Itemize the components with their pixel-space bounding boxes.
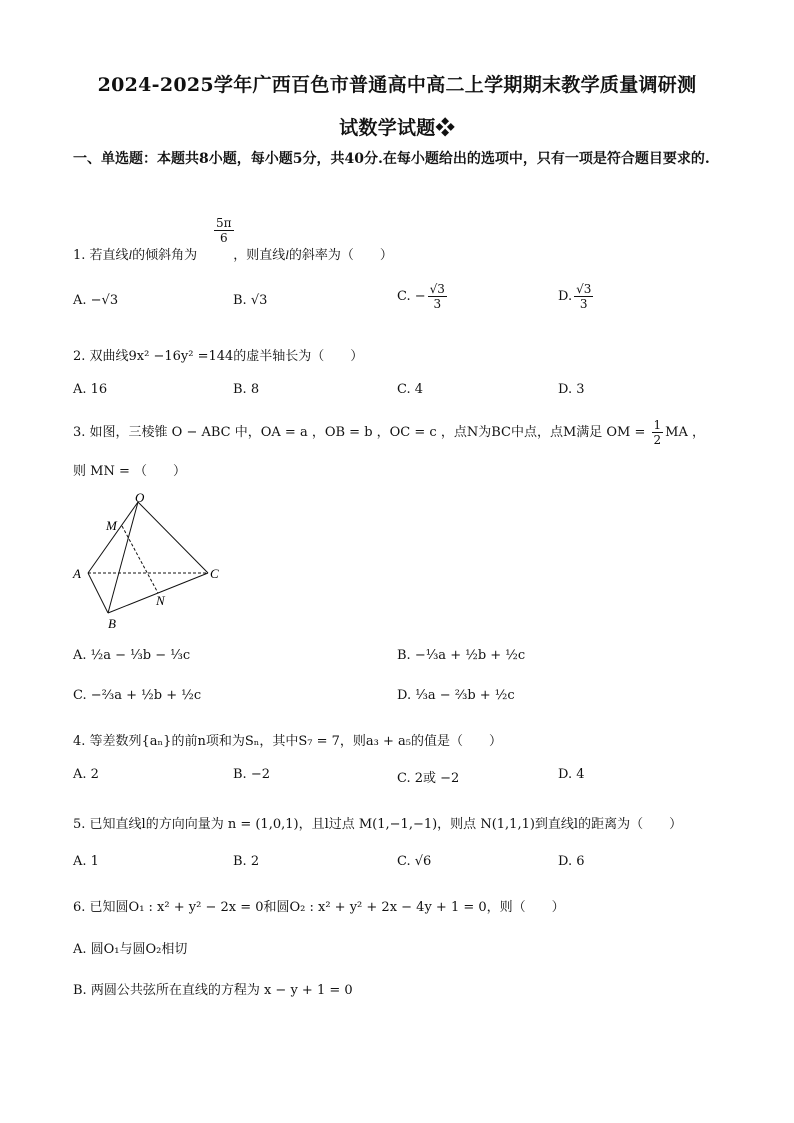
q4-option-a[interactable]: A. 2	[73, 767, 99, 782]
q1-option-d-num: √3	[576, 282, 592, 296]
q1-post1: ，则直线	[233, 248, 286, 263]
q1-option-c[interactable]	[397, 282, 449, 311]
q1-var-l: l	[128, 247, 133, 262]
exam-title-line1: 2024-2025学年广西百色市普通高中高二上学期期末教学质量调研测	[97, 74, 697, 96]
q3-line1-end: MA ，	[665, 425, 705, 440]
question-1	[73, 244, 393, 263]
label-A: A	[73, 566, 81, 581]
section-single-choice-heading: 一、单选题：本题共8小题，每小题5分，共40分.在每小题给出的选项中，只有一项是符合题目要求的.	[73, 151, 710, 167]
q3-option-a[interactable]: A. ½a − ⅓b − ⅓c	[73, 648, 191, 663]
tetrahedron-figure	[70, 490, 230, 630]
q1-option-d[interactable]	[558, 282, 595, 311]
q1-option-d-den: 3	[579, 297, 588, 311]
q6-option-a[interactable]: A. 圆O₁与圆O₂相切	[73, 942, 188, 957]
question-3-line2: 则 MN = （ ）	[73, 464, 186, 479]
question-2: 2. 双曲线9x² −16y² =144的虚半轴长为（ ）	[73, 349, 364, 364]
q1-angle-fraction	[212, 216, 236, 245]
q1-option-d-prefix: D.	[558, 289, 573, 304]
q4-option-c[interactable]: C. 2或 −2	[397, 771, 460, 786]
label-N: N	[156, 593, 165, 608]
q1-option-c-prefix: C. −	[397, 289, 426, 304]
label-C: C	[210, 566, 219, 581]
exam-title-line2: 试数学试题❖	[339, 117, 455, 139]
q6-option-b[interactable]: B. 两圆公共弦所在直线的方程为 x − y + 1 = 0	[73, 983, 353, 998]
q3-option-c[interactable]: C. −⅔a + ½b + ½c	[73, 688, 202, 703]
q1-option-c-den: 3	[433, 297, 442, 311]
question-4: 4. 等差数列{aₙ}的前n项和为Sₙ，其中S₇ = 7，则a₃ + a₅的值是（ ）	[73, 734, 502, 749]
question-3-line1	[73, 418, 705, 447]
q1-var-l2: l	[285, 247, 289, 262]
q1-mid: 的倾斜角为	[132, 248, 198, 263]
label-M: M	[106, 518, 117, 533]
question-5: 5. 已知直线l的方向向量为 n = (1,0,1)，且l过点 M(1,−1,−1)，则点 N(1,1,1)到直线l的距离为（ ）	[73, 817, 683, 832]
q2-option-a[interactable]: A. 16	[73, 382, 108, 397]
q1-pre: 1. 若直线	[73, 248, 129, 263]
edge-OC	[138, 502, 208, 573]
label-O: O	[135, 490, 145, 505]
q3-option-d[interactable]: D. ⅓a − ⅔b + ½c	[397, 688, 515, 703]
q5-option-b[interactable]: B. 2	[233, 854, 260, 869]
edge-OA	[88, 502, 138, 573]
q1-post2: 的斜率为（ ）	[288, 248, 393, 263]
q1-option-b[interactable]: B. √3	[233, 293, 268, 308]
q1-angle-denominator: 6	[219, 231, 228, 245]
q1-angle-numerator: 5π	[216, 216, 232, 230]
q3-option-b[interactable]: B. −⅓a + ½b + ½c	[397, 648, 526, 663]
edge-AB	[88, 573, 108, 613]
q5-option-a[interactable]: A. 1	[73, 854, 99, 869]
q3-half-den: 2	[653, 433, 662, 447]
q1-option-a[interactable]: A. −√3	[73, 293, 119, 308]
segment-MN-hidden	[122, 526, 158, 593]
q2-option-c[interactable]: C. 4	[397, 382, 424, 397]
q2-option-b[interactable]: B. 8	[233, 382, 260, 397]
question-6: 6. 已知圆O₁ : x² + y² − 2x = 0和圆O₂ : x² + y² + 2x − 4y + 1 = 0，则（ ）	[73, 900, 565, 915]
q1-option-c-num: √3	[429, 282, 445, 296]
q5-option-d[interactable]: D. 6	[558, 854, 585, 869]
q2-option-d[interactable]: D. 3	[558, 382, 585, 397]
q3-half-num: 1	[653, 418, 662, 432]
label-B: B	[108, 616, 116, 630]
q3-line1-text: 3. 如图，三棱锥 O − ABC 中，OA = a ，OB = b ，OC = c ，点N为BC中点，点M满足 OM =	[73, 425, 650, 440]
q5-option-c[interactable]: C. √6	[397, 854, 432, 869]
q4-option-d[interactable]: D. 4	[558, 767, 585, 782]
q4-option-b[interactable]: B. −2	[233, 767, 270, 782]
